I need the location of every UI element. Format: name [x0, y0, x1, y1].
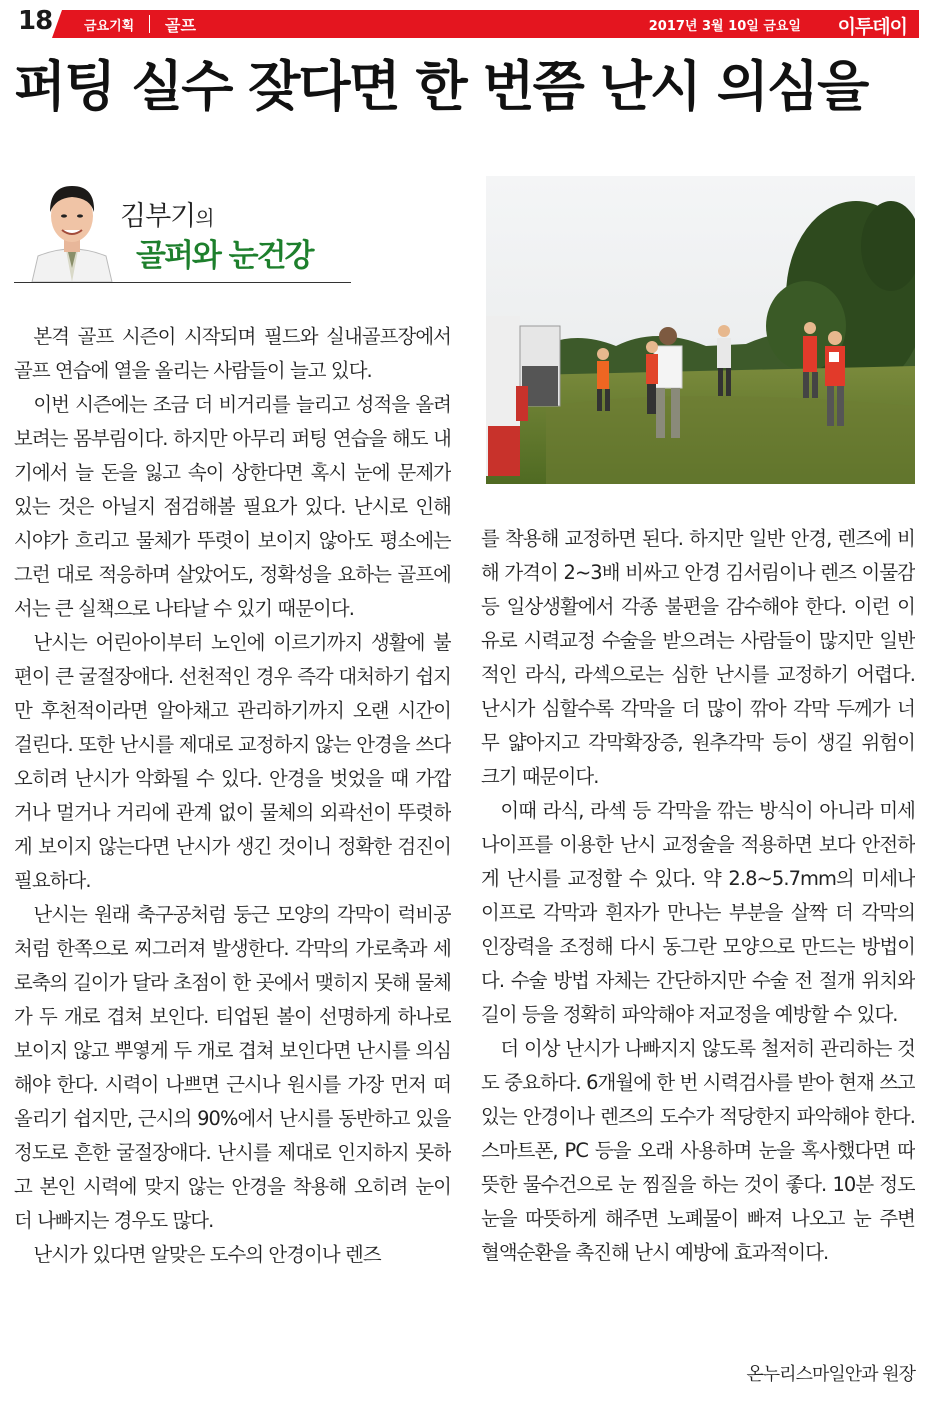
article-left-column — [14, 320, 451, 1400]
column-author — [120, 194, 214, 233]
column-title: 골퍼와 눈건강 — [136, 238, 313, 274]
article-paragraph: 를 착용해 교정하면 된다. 하지만 일반 안경, 렌즈에 비해 가격이 2~3배 비싸고 안경 김서림이나 렌즈 이물감 등 일상생활에서 각종 불편을 감수해야 한다. 이런 이유로 시력교정 수술을 받으려는 사람들이 많지만 일반적인 라식, 라섹으로는 심한 난시를 교정하기 어렵다. 난시가 심할수록 각막을 더 많이 깎아 각막 두께가 너무 얇아지고 각막확장증, 원추각막 등이 생길 위험이 크기 때문이다. — [481, 527, 915, 788]
article-paragraph: 이때 라식, 라섹 등 각막을 깎는 방식이 아니라 미세나이프를 이용한 난시 교정술을 적용하면 보다 안전하게 난시를 교정할 수 있다. 약 2.8~5.7mm의 미세나이프로 각막과 흰자가 만나는 부분을 살짝 더 각막의 인장력을 조정해 다시 동그란 모양으로 만드는 방법이다. 수술 방법 자체는 간단하지만 수술 전 절개 위치와 길이 등을 정확히 파악해야 저교정을 예방할 수 있다. — [481, 799, 915, 1026]
article-right-column — [481, 522, 915, 1362]
page-number: 18 — [18, 6, 53, 36]
headline: 퍼팅 실수 잦다면 한 번쯤 난시 의심을 — [14, 55, 868, 118]
article-paragraph: 난시는 원래 축구공처럼 둥근 모양의 각막이 럭비공처럼 한쪽으로 찌그러져 발생한다. 각막의 가로축과 세로축의 길이가 달라 초점이 한 곳에서 맺히지 못해 물체가 두 개로 겹쳐 보인다. 티업된 볼이 선명하게 하나로 보이지 않고 뿌옇게 두 개로 겹쳐 보인다면 난시를 의심해야 한다. 시력이 나쁘면 근시나 원시를 가장 먼저 떠올리기 쉽지만, 근시의 90%에서 난시를 동반하고 있을 정도로 흔한 굴절장애다. 난시를 제대로 인지하지 못하고 본인 시력에 맞지 않는 안경을 착용해 오히려 눈이 더 나빠지는 경우도 많다. — [14, 903, 451, 1232]
column-author-suffix: 의 — [195, 206, 214, 230]
newspaper-brand: 이투데이 — [837, 16, 907, 38]
golf-course-photo-icon — [486, 176, 915, 484]
section-bar-slant — [52, 10, 62, 38]
page-header — [0, 0, 929, 44]
article-paragraph: 난시는 어린아이부터 노인에 이르기까지 생활에 불편이 큰 굴절장애다. 선천적인 경우 즉각 대처하기 쉽지만 후천적이라면 알아채고 관리하기까지 오랜 시간이 걸린다. 또한 난시를 제대로 교정하지 않는 안경을 쓰다 오히려 난시가 악화될 수 있다. 안경을 벗었을 때 가깝거나 멀거나 거리에 관계 없이 물체의 외곽선이 뚜렷하게 보이지 않는다면 난시가 생긴 것이니 정확한 검진이 필요하다. — [14, 631, 451, 892]
article-paragraph: 더 이상 난시가 나빠지지 않도록 철저히 관리하는 것도 중요하다. 6개월에 한 번 시력검사를 받아 현재 쓰고 있는 안경이나 렌즈의 도수가 적당한지 파악해야 한다. 스마트폰, PC 등을 오래 사용하며 눈을 혹사했다면 따뜻한 물수건으로 눈 찜질을 하는 것이 좋다. 10분 정도 눈을 따뜻하게 해주면 노폐물이 빠져 나오고 눈 주변 혈액순환을 촉진해 난시 예방에 효과적이다. — [481, 1037, 915, 1264]
section-label-primary: 금요기획 — [84, 19, 135, 34]
article-paragraph: 본격 골프 시즌이 시작되며 필드와 실내골프장에서 골프 연습에 열을 올리는 사람들이 늘고 있다. — [14, 325, 451, 382]
article-paragraph: 난시가 있다면 알맞은 도수의 안경이나 렌즈 — [33, 1243, 381, 1266]
article-byline: 온누리스마일안과 원장 — [746, 1364, 915, 1385]
column-box — [14, 168, 351, 284]
column-author-name: 김부기 — [120, 201, 196, 232]
author-portrait-icon — [28, 172, 116, 282]
section-bar — [62, 10, 919, 38]
section-label-secondary: 골프 — [165, 16, 196, 35]
column-underline — [14, 282, 351, 283]
section-divider — [149, 15, 150, 33]
issue-date: 2017년 3월 10일 금요일 — [648, 19, 801, 34]
article-paragraph: 이번 시즌에는 조금 더 비거리를 늘리고 성적을 올려보려는 몸부림이다. 하지만 아무리 퍼팅 연습을 해도 내기에서 늘 돈을 잃고 속이 상한다면 혹시 눈에 문제가 있는 것은 아닐지 점검해볼 필요가 있다. 난시로 인해 시야가 흐리고 물체가 뚜렷이 보이지 않아도 평소에는 그런 대로 적응하며 살았어도, 정확성을 요하는 골프에서는 큰 실책으로 나타날 수 있기 때문이다. — [14, 393, 451, 620]
